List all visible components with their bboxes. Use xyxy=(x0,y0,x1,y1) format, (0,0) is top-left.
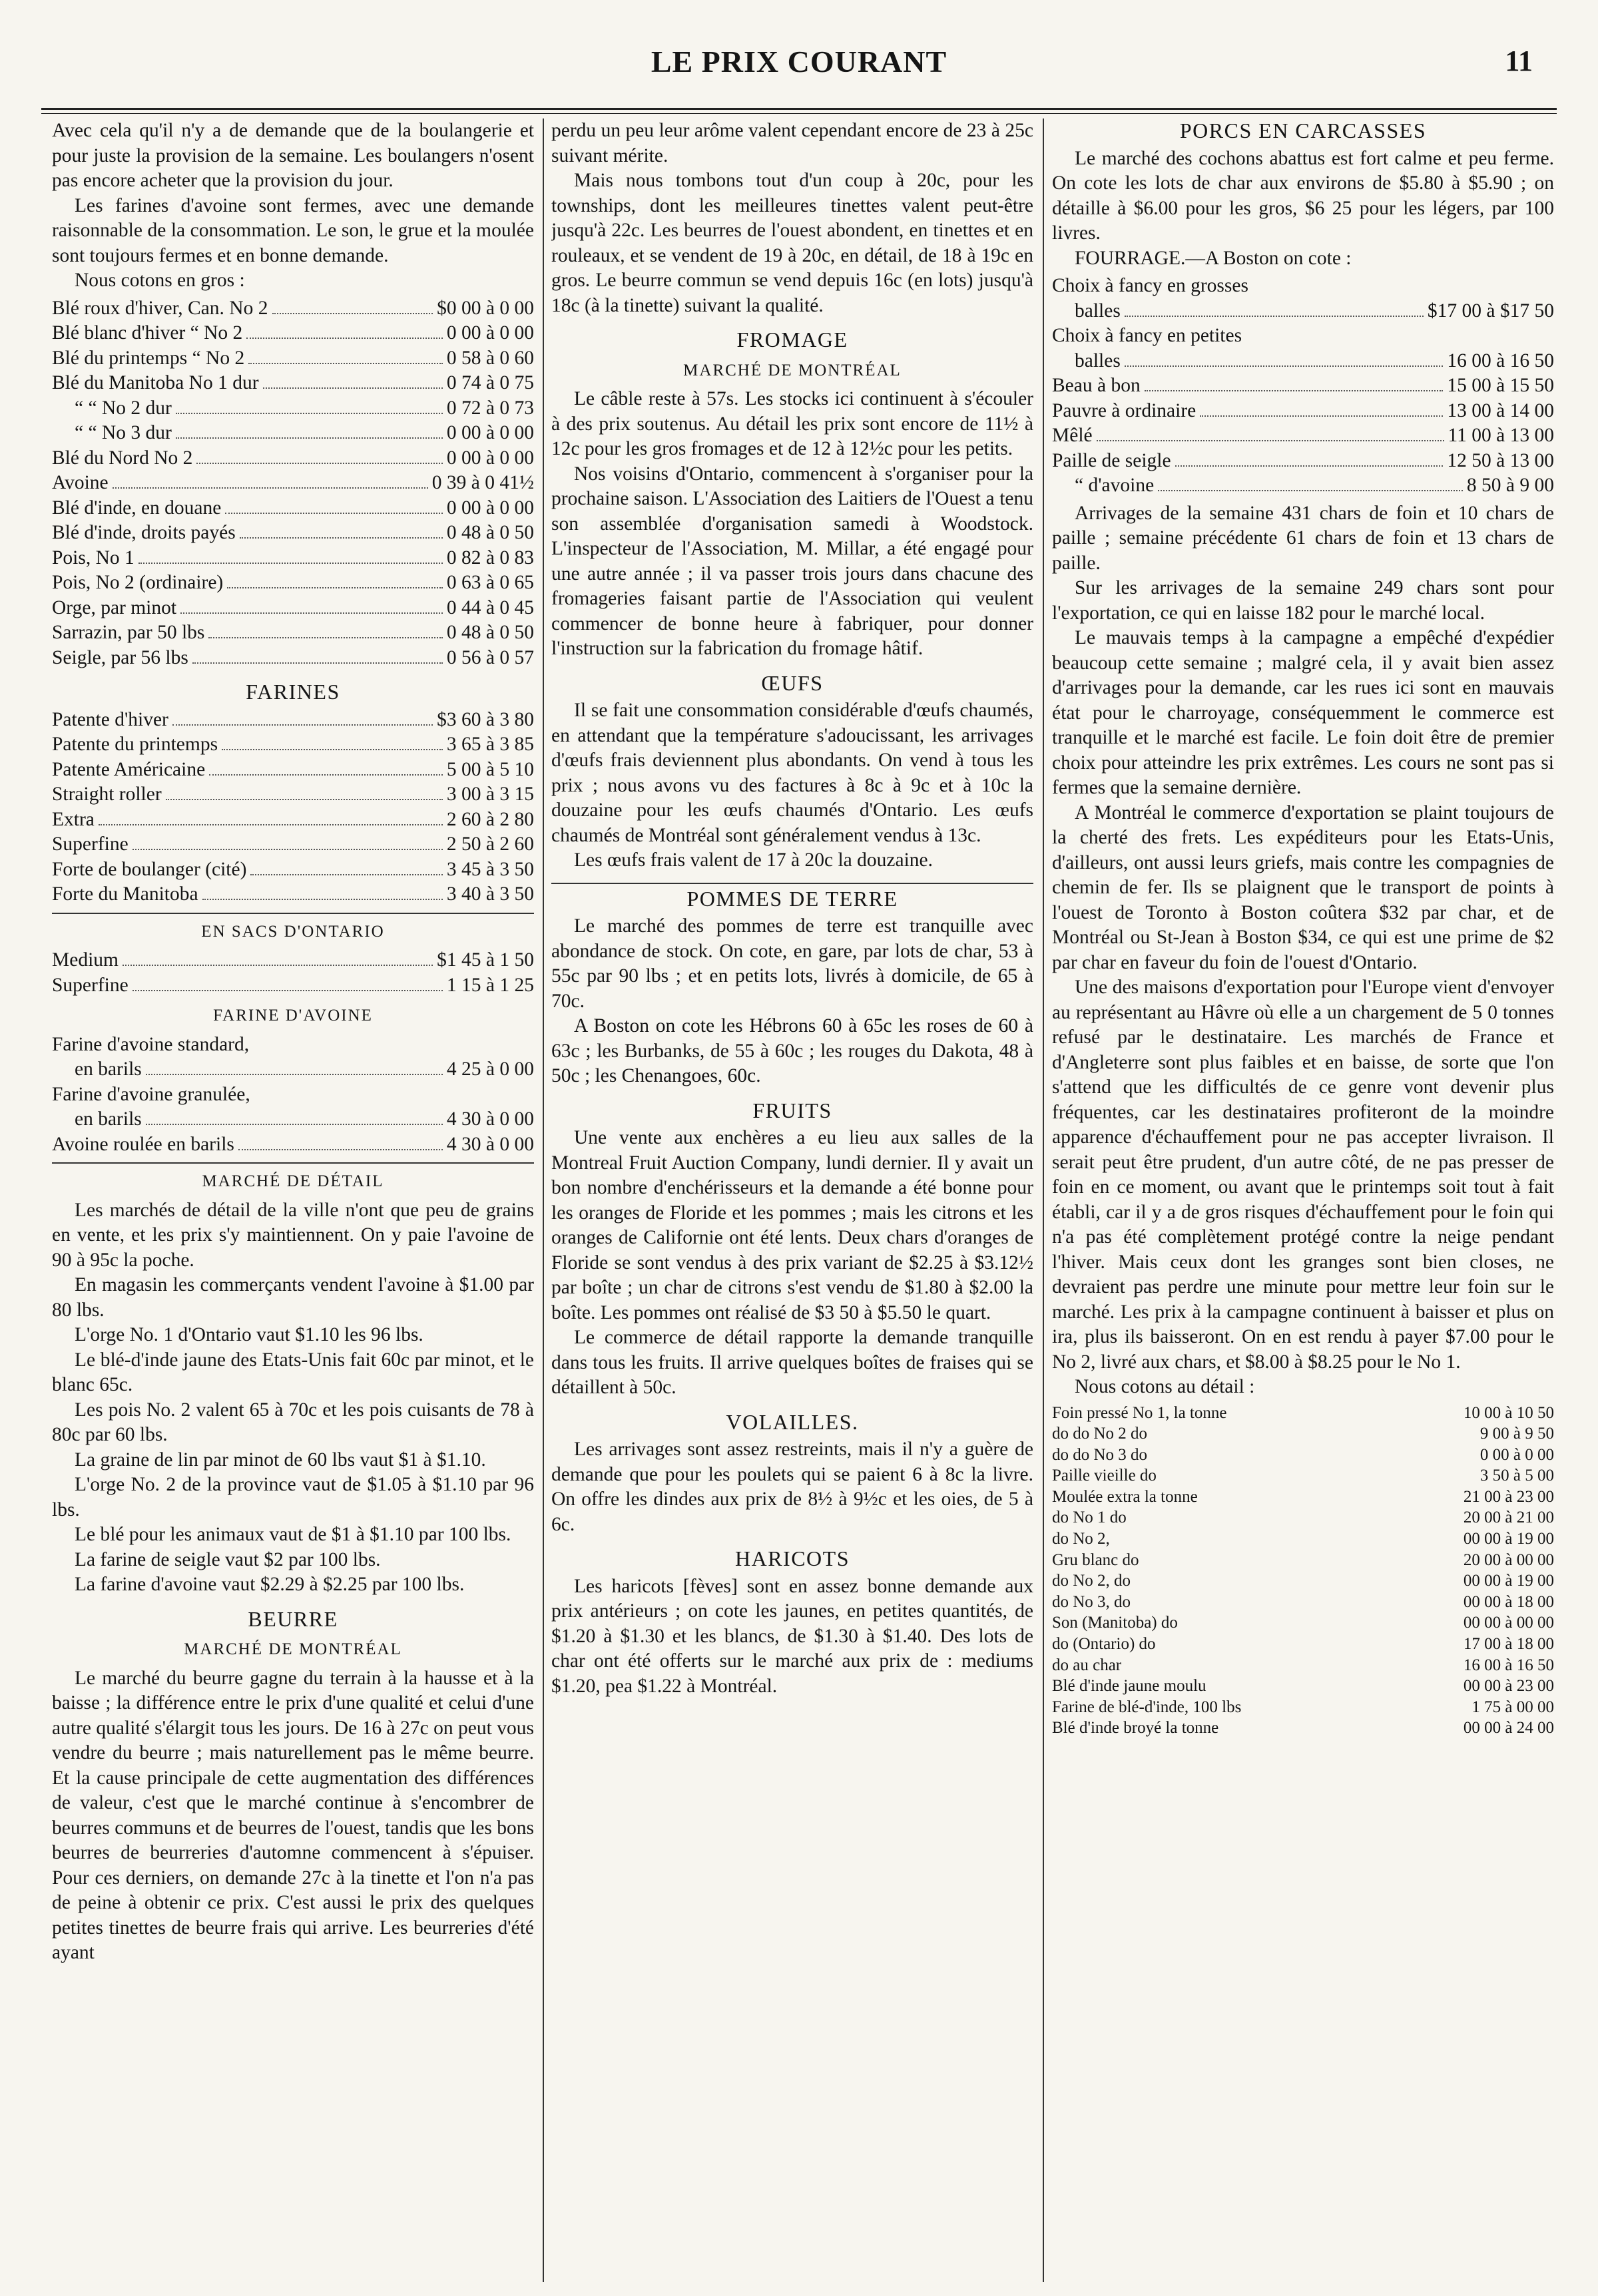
table-cell-label: do No 2, do xyxy=(1052,1572,1131,1590)
price-row xyxy=(52,496,534,521)
paragraph: perdu un peu leur arôme valent cependant encore de 23 à 25c suivant mérite. xyxy=(551,120,1033,166)
table-cell-value: 00 00 à 00 00 xyxy=(1463,1614,1554,1632)
price-label: Superfine xyxy=(52,974,129,996)
paragraph: Le câble reste à 57s. Les stocks ici continuent à s'écouler à des prix soutenus. Au détail les prix sont encore de 11½ à 12c pour les gros fromages et de 12 à 12½c pour les petits. xyxy=(551,388,1033,459)
price-row xyxy=(1052,349,1554,374)
section-subtitle-avoine: FARINE D'AVOINE xyxy=(213,1007,373,1025)
price-value: 0 74 à 0 75 xyxy=(446,372,534,393)
paragraph: Arrivages de la semaine 431 chars de foin et 10 chars de paille ; semaine précédente 61 chars de foin et 13 chars de paille. xyxy=(1052,502,1554,574)
dot-leader xyxy=(240,537,443,539)
paragraph: Le blé pour les animaux vaut de $1 à $1.10 par 100 lbs. xyxy=(75,1524,511,1545)
price-label: Straight roller xyxy=(52,784,162,805)
paragraph: Les farines d'avoine sont fermes, avec une demande raisonnable de la consommation. Le son, le grue et la moulée sont toujours fermes et en bonne demande. xyxy=(52,194,534,266)
section-title-farines: FARINES xyxy=(246,680,340,704)
table-cell-label: do No 3, do xyxy=(1052,1592,1131,1611)
dot-leader xyxy=(225,513,443,514)
table-row xyxy=(1052,1570,1554,1592)
paragraph: Les arrivages sont assez restreints, mais il n'y a guère de demande que pour les poulets qui se paient 6 à 8c la livre. On offre les dindes aux prix de 8½ à 9½c et les oies, de 5 à 6c. xyxy=(551,1439,1033,1535)
price-row xyxy=(52,646,534,671)
price-value: 0 63 à 0 65 xyxy=(446,572,534,593)
dot-leader xyxy=(1158,490,1463,491)
table-cell-value: 16 00 à 16 50 xyxy=(1463,1656,1554,1674)
price-label: Patente Américaine xyxy=(52,758,206,780)
price-value: 3 00 à 3 15 xyxy=(446,784,534,805)
price-row xyxy=(1052,473,1554,499)
table-cell-value: 00 00 à 19 00 xyxy=(1463,1572,1554,1590)
price-label: Mêlé xyxy=(1052,425,1093,446)
table-cell-label: Gru blanc do xyxy=(1052,1550,1139,1569)
price-label: Beau à bon xyxy=(1052,375,1141,396)
price-label: balles xyxy=(1075,349,1121,371)
haricots-paragraphs xyxy=(551,1574,1033,1700)
grain-price-list xyxy=(52,296,534,671)
price-value: 3 45 à 3 50 xyxy=(446,858,534,880)
dot-leader xyxy=(146,1074,443,1075)
price-label: Blé du Manitoba No 1 dur xyxy=(52,372,259,393)
section-title-oeufs: ŒUFS xyxy=(761,670,824,695)
paragraph: A Boston on cote les Hébrons 60 à 65c les roses de 60 à 63c ; les Burbanks, de 55 à 60c ; les rouges du Dakota, 48 à 50c ; les Chenangoes, 60c. xyxy=(551,1015,1033,1086)
paragraph: Une vente aux enchères a eu lieu aux salles de la Montreal Fruit Auction Company, lundi dernier. Il y avait un bon nombre d'enchérisseurs et la demande a été bonne pour les oranges de Floride et les pommes ; mais les citrons et les oranges de Californie ont été lents. Deux chars d'oranges de Floride se sont vendus à des prix variant de $2.25 à $3.12½ par boîte ; un char de citrons s'est vendu de $1.80 à $2.00 la boîte. Les pommes ont réalisé de $3 50 à $5.50 le quart. xyxy=(551,1127,1033,1323)
paragraph: La graine de lin par minot de 60 lbs vaut $1 à $1.10. xyxy=(75,1449,486,1471)
paragraph: FOURRAGE.—A Boston on cote : xyxy=(1075,247,1352,269)
price-value: 0 48 à 0 50 xyxy=(446,622,534,643)
dot-leader xyxy=(1125,365,1444,367)
price-row xyxy=(52,758,534,783)
column-3 xyxy=(1052,118,1554,2282)
price-row xyxy=(52,732,534,758)
paragraph: Les haricots [fèves] sont en assez bonne demande aux prix antérieurs ; on cote les jaunes, en petites quantités, de $1.20 à $1.30 et les blancs, de $1.30 à $1.40. Des lots de char ont été offerts sur le marché aux prix de : mediums $1.20, pea $1.22 à Montréal. xyxy=(551,1575,1033,1697)
price-row xyxy=(52,371,534,396)
table-cell-value: 20 00 à 00 00 xyxy=(1463,1550,1554,1569)
table-cell-label: Blé d'inde jaune moulu xyxy=(1052,1677,1206,1696)
page-number: 11 xyxy=(1505,45,1533,77)
price-row xyxy=(1052,299,1554,324)
table-cell-value: 00 00 à 24 00 xyxy=(1463,1719,1554,1737)
table-row xyxy=(1052,1634,1554,1655)
price-row xyxy=(52,546,534,571)
section-title-haricots: HARICOTS xyxy=(734,1546,850,1570)
price-value: $17 00 à $17 50 xyxy=(1427,300,1554,322)
dot-leader xyxy=(99,824,443,825)
dot-leader xyxy=(1175,465,1444,467)
section-subtitle-fromage: MARCHÉ DE MONTRÉAL xyxy=(683,361,902,379)
price-row xyxy=(52,1057,534,1082)
table-row xyxy=(1052,1423,1554,1445)
dot-leader xyxy=(1097,440,1444,441)
dot-leader xyxy=(176,437,443,439)
dot-leader xyxy=(222,749,443,750)
table-cell-value: 00 00 à 19 00 xyxy=(1463,1530,1554,1548)
price-label: Blé du Nord No 2 xyxy=(52,447,193,469)
fromage-paragraphs xyxy=(551,387,1033,662)
price-value: 0 56 à 0 57 xyxy=(446,646,534,668)
page-header xyxy=(0,0,1598,100)
table-row xyxy=(1052,1465,1554,1487)
price-row xyxy=(52,571,534,596)
table-row xyxy=(1052,1592,1554,1613)
table-row xyxy=(1052,1612,1554,1634)
price-row xyxy=(52,708,534,733)
dot-leader xyxy=(123,965,433,966)
dot-leader xyxy=(180,612,443,614)
paragraph: Nous cotons au détail : xyxy=(1075,1376,1255,1397)
price-label: Seigle, par 56 lbs xyxy=(52,646,188,668)
fourrage-paragraphs xyxy=(1052,501,1554,1375)
table-cell-label: Moulée extra la tonne xyxy=(1052,1487,1198,1506)
table-cell-value: 1 75 à 00 00 xyxy=(1471,1698,1554,1716)
price-label: Blé blanc d'hiver “ No 2 xyxy=(52,322,243,344)
table-cell-label: Son (Manitoba) do xyxy=(1052,1614,1178,1632)
dot-leader xyxy=(250,874,442,875)
price-label: Pois, No 1 xyxy=(52,547,134,569)
section-subtitle-detail: MARCHÉ DE DÉTAIL xyxy=(52,1162,534,1194)
dot-leader xyxy=(133,849,443,850)
price-label: Blé du printemps “ No 2 xyxy=(52,347,245,369)
paragraph: Avec cela qu'il n'y a de demande que de la boulangerie et pour juste la provision de la semaine. Les boulangers n'osent pas encore acheter que la provision du jour. xyxy=(52,120,534,191)
dot-leader xyxy=(166,799,443,800)
price-value: 0 48 à 0 50 xyxy=(446,522,534,543)
farines-price-list xyxy=(52,708,534,907)
price-row xyxy=(52,882,534,907)
price-row xyxy=(1052,423,1554,449)
table-cell-label: do au char xyxy=(1052,1656,1122,1674)
paragraph: Le mauvais temps à la campagne a empêché d'expédier beaucoup cette semaine ; malgré cela, il y avait bien assez d'arrivages pour la demande, car les rues ici sont en mauvais état pour le charroyage, conséquemment le commerce est tranquille et le marché est facile. Le foin doit être de premier choix pour atteindre les prix extrêmes. Les cours ne sont pas si fermes que la semaine dernière. xyxy=(1052,627,1554,798)
paragraph: Nos voisins d'Ontario, commencent à s'organiser pour la prochaine saison. L'Association des Laitiers de l'Ouest a tenu son assemblée d'organisation samedi à Woodstock. L'inspecteur de l'Association, M. Millar, a été engagé pour une autre année ; il va passer trois jours dans chacune des fromageries faisant partie de l'Association qui veulent commencer de bonne heure à fabriquer, pour donner l'instruction sur la fabrication du fromage hâtif. xyxy=(551,463,1033,659)
dot-leader xyxy=(196,463,443,464)
dot-leader xyxy=(227,587,443,588)
paragraph: En magasin les commerçants vendent l'avoine à $1.00 par 80 lbs. xyxy=(52,1274,534,1321)
table-row xyxy=(1052,1403,1554,1424)
price-row xyxy=(52,1033,534,1058)
price-label: Forte de boulanger (cité) xyxy=(52,858,247,880)
table-row xyxy=(1052,1697,1554,1718)
fruits-paragraphs xyxy=(551,1126,1033,1401)
table-cell-label: do do No 3 do xyxy=(1052,1445,1148,1464)
sacs-price-list xyxy=(52,948,534,998)
price-label: Pois, No 2 (ordinaire) xyxy=(52,572,224,593)
table-cell-label: do do No 2 do xyxy=(1052,1425,1148,1443)
paragraph: Le commerce de détail rapporte la demande tranquille dans tous les fruits. Il arrive quelques boîtes de fraises qui se détaillent à 50c. xyxy=(551,1327,1033,1398)
price-row xyxy=(52,421,534,446)
paragraph: Les pois No. 2 valent 65 à 70c et les pois cuisants de 78 à 80c par 60 lbs. xyxy=(52,1399,534,1445)
price-label: Blé d'inde, en douane xyxy=(52,497,222,519)
dot-leader xyxy=(146,1124,443,1125)
dot-leader xyxy=(172,724,433,726)
dot-leader xyxy=(246,338,443,339)
price-label: Sarrazin, par 50 lbs xyxy=(52,622,205,643)
price-label: Choix à fancy en grosses xyxy=(1052,275,1248,296)
paragraph: Les œufs frais valent de 17 à 20c la douzaine. xyxy=(574,849,933,871)
dot-leader xyxy=(138,563,443,564)
price-row xyxy=(52,782,534,807)
price-row xyxy=(52,857,534,883)
price-value: 0 58 à 0 60 xyxy=(446,347,534,369)
section-title-fromage: FROMAGE xyxy=(736,328,848,351)
price-row xyxy=(1052,449,1554,474)
column-divider xyxy=(1043,118,1044,2282)
price-value: 4 30 à 0 00 xyxy=(446,1133,534,1155)
dot-leader xyxy=(248,363,443,364)
price-row xyxy=(1052,324,1554,349)
price-value: 8 50 à 9 00 xyxy=(1466,475,1554,496)
price-label: “ “ No 3 dur xyxy=(75,422,172,443)
table-row xyxy=(1052,1528,1554,1550)
price-value: 0 44 à 0 45 xyxy=(446,596,534,618)
table-cell-value: 10 00 à 10 50 xyxy=(1463,1403,1554,1422)
dot-leader xyxy=(133,990,443,991)
paragraph: A Montréal le commerce d'exportation se plaint toujours de la cherté des frets. Les expéditeurs pour les Etats-Unis, d'ailleurs, ont aussi leurs griefs, mais contre les compagnies de chemin de fer. Ils se plaignent que le transport de points à l'ouest de Toronto à Boston coûtera $32 par char, et de Montréal ou St-Jean à Boston $34, ce qui est une prime de $2 par char en faveur du foin de l'ouest d'Ontario. xyxy=(1052,802,1554,973)
paragraph: La farine de seigle vaut $2 par 100 lbs. xyxy=(75,1548,381,1570)
table-row xyxy=(1052,1487,1554,1508)
detail-paragraphs xyxy=(52,1198,534,1598)
price-row xyxy=(52,1132,534,1158)
price-label: Pauvre à ordinaire xyxy=(1052,399,1197,421)
price-row xyxy=(52,321,534,346)
section-subtitle-beurre: MARCHÉ DE MONTRÉAL xyxy=(184,1640,402,1658)
price-row xyxy=(52,446,534,471)
paragraph: Nous cotons en gros : xyxy=(75,270,245,291)
price-label: Blé roux d'hiver, Can. No 2 xyxy=(52,297,268,319)
price-label: Patente d'hiver xyxy=(52,708,168,730)
price-row xyxy=(52,620,534,646)
price-value: 4 25 à 0 00 xyxy=(446,1058,534,1080)
paragraph: Le marché des cochons abattus est fort calme et peu ferme. On cote les lots de char aux environs de $5.80 à $5.90 ; on détaille à $6.00 pour les gros, $6 25 pour les légers, par 100 livres. xyxy=(1052,147,1554,244)
price-row xyxy=(52,396,534,421)
table-cell-value: 17 00 à 18 00 xyxy=(1463,1635,1554,1654)
table-cell-value: 00 00 à 18 00 xyxy=(1463,1592,1554,1611)
price-value: 0 00 à 0 00 xyxy=(446,447,534,469)
price-value: 2 60 à 2 80 xyxy=(446,808,534,830)
table-cell-label: Paille vieille do xyxy=(1052,1467,1157,1485)
table-row xyxy=(1052,1507,1554,1528)
table-cell-value: 20 00 à 21 00 xyxy=(1463,1508,1554,1527)
price-row xyxy=(52,596,534,621)
table-row xyxy=(1052,1718,1554,1739)
table-row xyxy=(1052,1550,1554,1571)
table-cell-value: 21 00 à 23 00 xyxy=(1463,1487,1554,1506)
price-label: Superfine xyxy=(52,833,129,855)
column-1 xyxy=(52,118,534,2282)
price-label: Patente du printemps xyxy=(52,734,218,755)
price-label: en barils xyxy=(75,1108,142,1130)
paragraph: La farine d'avoine vaut $2.29 à $2.25 par 100 lbs. xyxy=(75,1574,465,1595)
table-cell-value: 00 00 à 23 00 xyxy=(1463,1677,1554,1696)
price-value: 0 00 à 0 00 xyxy=(446,422,534,443)
section-title-fruits: FRUITS xyxy=(752,1098,832,1122)
price-label: Medium xyxy=(52,949,119,971)
dot-leader xyxy=(176,413,443,414)
price-value: 12 50 à 13 00 xyxy=(1447,449,1554,471)
price-value: $0 00 à 0 00 xyxy=(437,297,534,319)
price-row xyxy=(1052,373,1554,399)
table-cell-label: do No 2, xyxy=(1052,1530,1110,1548)
dot-leader xyxy=(1125,316,1424,317)
price-label: Extra xyxy=(52,808,95,830)
price-label: “ d'avoine xyxy=(1075,475,1155,496)
price-value: 16 00 à 16 50 xyxy=(1447,349,1554,371)
table-cell-label: do (Ontario) do xyxy=(1052,1635,1156,1654)
paragraph: Le marché du beurre gagne du terrain à la hausse et à la baisse ; la différence entre le prix d'une qualité et celui d'une autre qualité s'élargit tous les jours. De 16 à 27c on peut vous vendre du beurre ; mais naturellement pas le même beurre. Et la cause principale de cette augmentation des différences de valeur, c'est que le marché continue à s'encombrer de beurres communs et de beurres de l'ouest, tandis que les bons beurres de beurreries d'automne commencent à s'épuiser. Pour ces derniers, on demande 27c à la tinette et l'on n'a pas de peine à obtenir ce prix. C'est aussi le prix des quelques petites tinettes de beurre frais qui arrive. Les beurreries d'été ayant xyxy=(52,1667,534,1963)
detail-price-table xyxy=(1052,1403,1554,1739)
price-value: 13 00 à 14 00 xyxy=(1447,399,1554,421)
table-cell-label: Foin pressé No 1, la tonne xyxy=(1052,1403,1227,1422)
oeufs-paragraphs xyxy=(551,698,1033,873)
price-row xyxy=(1052,399,1554,424)
dot-leader xyxy=(209,774,443,776)
price-row xyxy=(52,832,534,857)
table-cell-label: Farine de blé-d'inde, 100 lbs xyxy=(1052,1698,1242,1716)
price-row xyxy=(52,948,534,973)
price-value: 11 00 à 13 00 xyxy=(1448,425,1554,446)
price-value: 3 40 à 3 50 xyxy=(446,883,534,905)
price-row xyxy=(52,807,534,833)
price-row xyxy=(52,296,534,322)
table-cell-value: 9 00 à 9 50 xyxy=(1479,1425,1554,1443)
price-label: balles xyxy=(1075,300,1121,322)
price-row xyxy=(1052,274,1554,299)
paragraph: Le blé-d'inde jaune des Etats-Unis fait 60c par minot, et le blanc 65c. xyxy=(52,1349,534,1395)
paragraph: Les marchés de détail de la ville n'ont que peu de grains en vente, et les prix s'y maintiennent. On y paie l'avoine de 90 à 95c la poche. xyxy=(52,1199,534,1271)
dot-leader xyxy=(208,637,443,638)
price-row xyxy=(52,973,534,999)
price-label: Forte du Manitoba xyxy=(52,883,198,905)
price-value: $3 60 à 3 80 xyxy=(437,708,534,730)
table-row xyxy=(1052,1655,1554,1676)
price-value: 15 00 à 15 50 xyxy=(1447,375,1554,396)
price-value: 0 39 à 0 41½ xyxy=(431,472,534,493)
price-label: Avoine roulée en barils xyxy=(52,1133,234,1155)
table-cell-label: Blé d'inde broyé la tonne xyxy=(1052,1719,1219,1737)
dot-leader xyxy=(1200,415,1443,417)
dot-leader xyxy=(272,313,433,314)
price-value: $1 45 à 1 50 xyxy=(437,949,534,971)
price-value: 2 50 à 2 60 xyxy=(446,833,534,855)
dot-leader xyxy=(263,387,443,389)
price-label: Avoine xyxy=(52,472,109,493)
paragraph: L'orge No. 1 d'Ontario vaut $1.10 les 96 lbs. xyxy=(75,1324,423,1345)
section-subtitle-sacs: EN SACS D'ONTARIO xyxy=(52,913,534,945)
price-row xyxy=(52,471,534,496)
price-row xyxy=(52,1082,534,1108)
price-value: 0 00 à 0 00 xyxy=(446,322,534,344)
price-label: Farine d'avoine standard, xyxy=(52,1033,250,1055)
header-rule xyxy=(41,108,1557,110)
table-cell-label: do No 1 do xyxy=(1052,1508,1127,1527)
paragraph: Il se fait une consommation considérable d'œufs chaumés, en attendant que la température s'adoucissant, les arrivages d'œufs frais deviennent plus abondants. On vend à tous les prix ; nous avons vu des factures à 8c à 9c et à 10c la douzaine pour les œufs chaumés d'Ontario. Les œufs chaumés de Montréal sont généralement vendus à 13c. xyxy=(551,700,1033,846)
price-value: 5 00 à 5 10 xyxy=(446,758,534,780)
section-title-volailles: VOLAILLES. xyxy=(726,1409,859,1434)
fourrage-price-list xyxy=(1052,274,1554,499)
volailles-paragraphs xyxy=(551,1437,1033,1537)
price-label: Blé d'inde, droits payés xyxy=(52,522,236,543)
column-2 xyxy=(551,118,1033,2282)
price-row xyxy=(52,521,534,546)
paragraph: Sur les arrivages de la semaine 249 chars sont pour l'exportation, ce qui en laisse 182 pour le marché local. xyxy=(1052,577,1554,624)
price-label: en barils xyxy=(75,1058,142,1080)
header-rule-thin xyxy=(41,113,1557,114)
dot-leader xyxy=(1145,390,1444,391)
table-cell-value: 3 50 à 5 00 xyxy=(1479,1467,1554,1485)
section-title-beurre: BEURRE xyxy=(248,1606,338,1631)
price-label: Choix à fancy en petites xyxy=(1052,325,1242,346)
price-value: 0 00 à 0 00 xyxy=(446,497,534,519)
price-label: Paille de seigle xyxy=(1052,449,1171,471)
newspaper-title: LE PRIX COURANT xyxy=(651,45,947,79)
dot-leader xyxy=(113,487,428,489)
price-value: 3 65 à 3 85 xyxy=(446,734,534,755)
dot-leader xyxy=(238,1149,443,1150)
paragraph: Le marché des pommes de terre est tranquille avec abondance de stock. On cote, en gare, par lots de char, 53 à 55c par 90 lbs ; et en petits lots, livrés à domicile, de 65 à 70c. xyxy=(551,915,1033,1012)
price-value: 1 15 à 1 25 xyxy=(446,974,534,996)
price-label: “ “ No 2 dur xyxy=(75,397,172,419)
price-value: 4 30 à 0 00 xyxy=(446,1108,534,1130)
price-row xyxy=(52,1107,534,1132)
dot-leader xyxy=(202,899,443,900)
price-row xyxy=(52,346,534,371)
section-title-pommes: POMMES DE TERRE xyxy=(551,883,1033,912)
price-value: 0 82 à 0 83 xyxy=(446,547,534,569)
pommes-paragraphs xyxy=(551,914,1033,1089)
section-title-porcs: PORCS EN CARCASSES xyxy=(1179,118,1427,142)
price-label: Orge, par minot xyxy=(52,596,177,618)
paragraph: L'orge No. 2 de la province vaut de $1.05 à $1.10 par 96 lbs. xyxy=(52,1474,534,1520)
table-cell-value: 0 00 à 0 00 xyxy=(1479,1445,1554,1464)
table-row xyxy=(1052,1445,1554,1466)
column-divider xyxy=(543,118,544,2282)
dot-leader xyxy=(192,662,443,664)
paragraph: Une des maisons d'exportation pour l'Europe vient d'envoyer au représentant au Hâvre où elle a un chargement de 5 0 tonnes refusé par le destinataire. Les marchés de France et d'Angleterre sont plus faibles et en baisse, de sorte que l'on s'attend que les difficultés de ce genre vont devenir plus fréquentes, car les destinataires profiteront de la moindre apparence d'échauffement pour ne pas accepter livraison. Il serait peut être prudent, d'un autre côté, de ne pas presser de foin en ce moment, ou avant que le printemps soit tout à fait établi, car il y a de gros risques d'échauffement pour le foin qui n'a pas été complètement protégé contre la neige pendant l'hiver. Mais ceux dont les granges sont bien closes, ne devraient pas perdre une minute pour mettre leur foin sur le marché. Les prix à la campagne continuent à baisser et plus on ira, plus ils baisseront. On en est rendu à payer $7.00 pour le No 2, livré aux chars, et $8.00 à $8.25 pour le No 1. xyxy=(1052,977,1554,1373)
table-row xyxy=(1052,1676,1554,1697)
avoine-price-list xyxy=(52,1033,534,1158)
price-value: 0 72 à 0 73 xyxy=(446,397,534,419)
paragraph: Mais nous tombons tout d'un coup à 20c, pour les townships, dont les meilleures tinettes valent peut-être jusqu'à 22c. Les beurres de l'ouest abondent, en tinettes et en rouleaux, et se vendent de 19 à 20c, en détail, de 18 à 19c en gros. Le beurre commun se vend depuis 16c (en lots) jusqu'à 18c (à la tinette) suivant la qualité. xyxy=(551,170,1033,316)
price-label: Farine d'avoine granulée, xyxy=(52,1083,250,1105)
